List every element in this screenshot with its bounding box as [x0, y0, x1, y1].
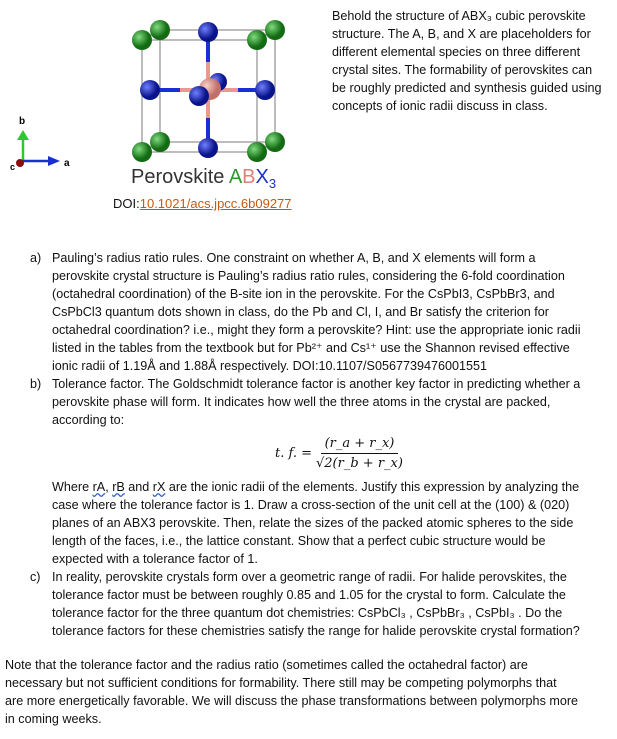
text-line: octahedral coordination? i.e., might they form a perovskite? Hint: use the appropriate ionic radii [52, 323, 581, 337]
text-line: ionic radii of 1.19Å and 1.88Å respectively. DOI:10.1107/S0567739476001551 [52, 359, 488, 373]
text-line: concepts of ionic radii discuss in class. [332, 99, 548, 113]
formula-denominator: √2(r_b + r_x) [316, 456, 403, 471]
text-line: length of the faces, i.e., the lattice constant. Show that a perfect cubic structure would be [52, 534, 546, 548]
question-label: c) [30, 570, 41, 584]
doi-link[interactable]: 10.1021/acs.jpcc.6b09277 [139, 196, 292, 211]
text-line: be roughly predicted and synthesis guided using [332, 81, 602, 95]
text-line: CsPbCl3 quantum dots shown in class, do the Pb and Cl, I, and Br satisfy the criterion for [52, 305, 549, 319]
axis-b-label: b [19, 116, 26, 127]
text-line: (octahedral coordination) of the B-site ion in the perovskite. For the CsPbI3, CsPbBr3, and [52, 287, 555, 301]
text-line: In reality, perovskite crystals form over a geometric range of radii. For halide perovskites, the [52, 570, 567, 584]
text-line: tolerance factors for these chemistries satisfy the range for halide perovskite crystal formation? [52, 624, 580, 638]
text-line: according to: [52, 413, 125, 427]
question-label: a) [30, 251, 42, 265]
text-line: structure. The A, B, and X are placeholders for [332, 27, 591, 41]
text-line: different elemental species on three different [332, 45, 581, 59]
text-line: necessary but not sufficient conditions for formability. There still may be competing polymorphs that [5, 676, 557, 690]
text-line: tolerance factor must be between roughly 0.85 and 1.05 for the crystal to form. Calculate the [52, 588, 566, 602]
text-line: case where the tolerance factor is 1. Draw a cross-section of the unit cell at the (100) & (020) [52, 498, 570, 512]
formula-lhs: t. f. = [275, 446, 312, 461]
text-line: in coming weeks. [5, 712, 102, 726]
axis-c-label: c [10, 162, 16, 172]
axis-a-label: a [64, 158, 70, 169]
axes-icon [10, 116, 70, 172]
text-line: tolerance factor for the three quantum dot chemistries: CsPbCl₃ , CsPbBr₃ , CsPbI₃ . Do the [52, 606, 563, 620]
figure-caption: Perovskite $ABX_3$ [131, 166, 277, 191]
where-line: Where rA, rB and rX are the ionic radii of the elements. Justify this expression by analyzing the [52, 480, 580, 494]
text-line: listed in the tables from the textbook but for Pb²⁺ and Cs¹⁺ use the Shannon revised effective [52, 341, 570, 355]
perovskite-structure-figure [0, 0, 330, 225]
text-line: Note that the tolerance factor and the radius ratio (sometimes called the octahedral factor) are [5, 658, 528, 672]
text-line: crystal sites. The formability of perovskites can [332, 63, 593, 77]
tolerance-factor-formula [275, 436, 403, 471]
question-label: b) [30, 377, 42, 391]
text-line: expected with a tolerance factor of 1. [52, 552, 258, 566]
text-line: Pauling’s radius ratio rules. One constraint on whether A, B, and X elements will form a [52, 251, 536, 265]
text-line: planes of an ABX3 perovskite. Then, relate the sizes of the packed atomic spheres to the side [52, 516, 574, 530]
formula-numerator: (r_a + r_x) [321, 436, 399, 454]
text-line: Behold the structure of ABX₃ cubic perovskite [332, 9, 586, 23]
doi-reference: DOI:10.1021/acs.jpcc.6b09277 [113, 196, 292, 211]
text-line: are more energetically favorable. We will discuss the phase transformations between polymorphs more [5, 694, 579, 708]
text-line: perovskite crystal structure is Pauling’s radius ratio rules, considering the 6-fold coordination [52, 269, 565, 283]
text-line: perovskite phase will form. It indicates how well the three atoms in the crystal are packed, [52, 395, 551, 409]
text-line: Tolerance factor. The Goldschmidt tolerance factor is another key factor in predicting whether a [52, 377, 581, 391]
